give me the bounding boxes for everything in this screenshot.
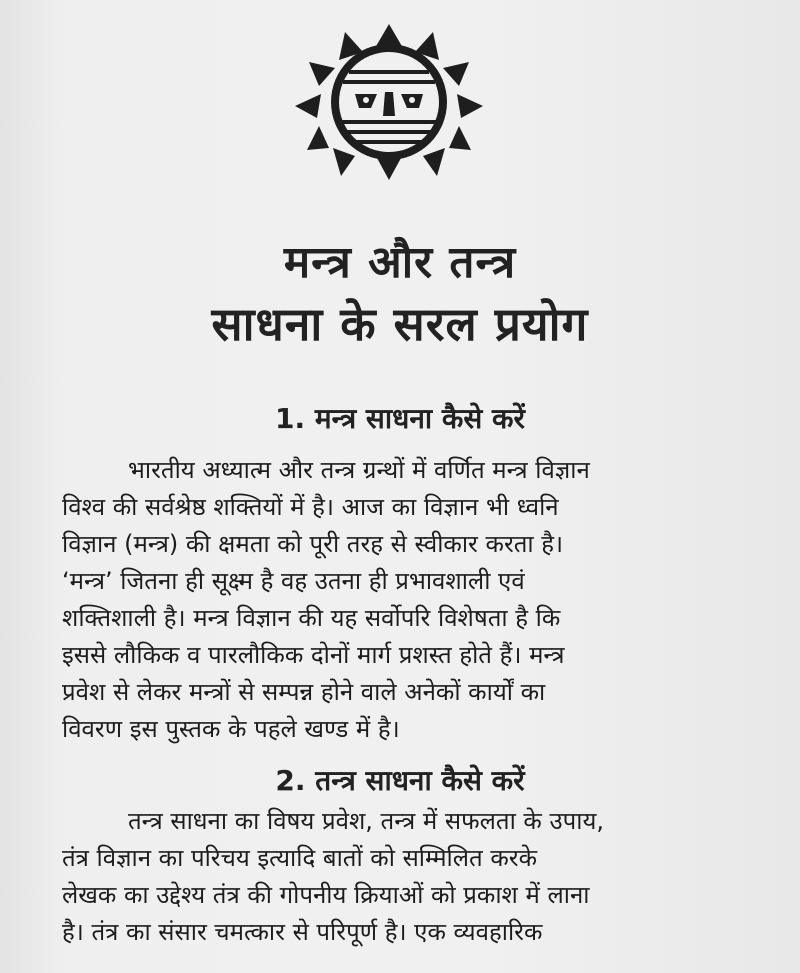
- section2-line: तंत्र विज्ञान का परिचय इत्यादि बातों को सम्मिलित करके: [62, 844, 538, 872]
- section1-line: भारतीय अध्यात्म और तन्त्र ग्रन्थों में वर्णित मन्त्र विज्ञान: [128, 456, 590, 484]
- section2-line: है। तंत्र का संसार चमत्कार से परिपूर्ण है। एक व्यवहारिक: [62, 918, 543, 946]
- book-title-line1: मन्त्र और तन्त्र: [283, 237, 517, 288]
- section1-line: विश्व की सर्वश्रेष्ठ शक्तियों में है। आज का विज्ञान भी ध्वनि: [62, 493, 559, 521]
- sun-face-emblem-icon: [293, 22, 485, 180]
- section1-line: इससे लौकिक व पारलौकिक दोनों मार्ग प्रशस्त होते हैं। मन्त्र: [62, 641, 565, 669]
- section1-line: शक्तिशाली है। मन्त्र विज्ञान की यह सर्वोपरि विशेषता है कि: [62, 604, 561, 632]
- section1-heading: 1. मन्त्र साधना कैसे करें: [275, 402, 525, 435]
- section2-heading: 2. तन्त्र साधना कैसे करें: [275, 764, 525, 797]
- section1-line: प्रवेश से लेकर मन्त्रों से सम्पन्न होने वाले अनेकों कार्यों का: [62, 678, 546, 706]
- section1-line: विज्ञान (मन्त्र) की क्षमता को पूरी तरह से स्वीकार करता है।: [62, 530, 564, 558]
- section2-line: लेखक का उद्देश्य तंत्र की गोपनीय क्रियाओं को प्रकाश में लाना: [62, 881, 590, 909]
- section1-line: विवरण इस पुस्तक के पहले खण्ड में है।: [62, 715, 400, 743]
- section2-line: तन्त्र साधना का विषय प्रवेश, तन्त्र में सफलता के उपाय,: [128, 807, 605, 835]
- book-title-line2: साधना के सरल प्रयोग: [211, 297, 589, 351]
- section1-line: ‘मन्त्र’ जितना ही सूक्ष्म है वह उतना ही प्रभावशाली एवं: [62, 567, 525, 595]
